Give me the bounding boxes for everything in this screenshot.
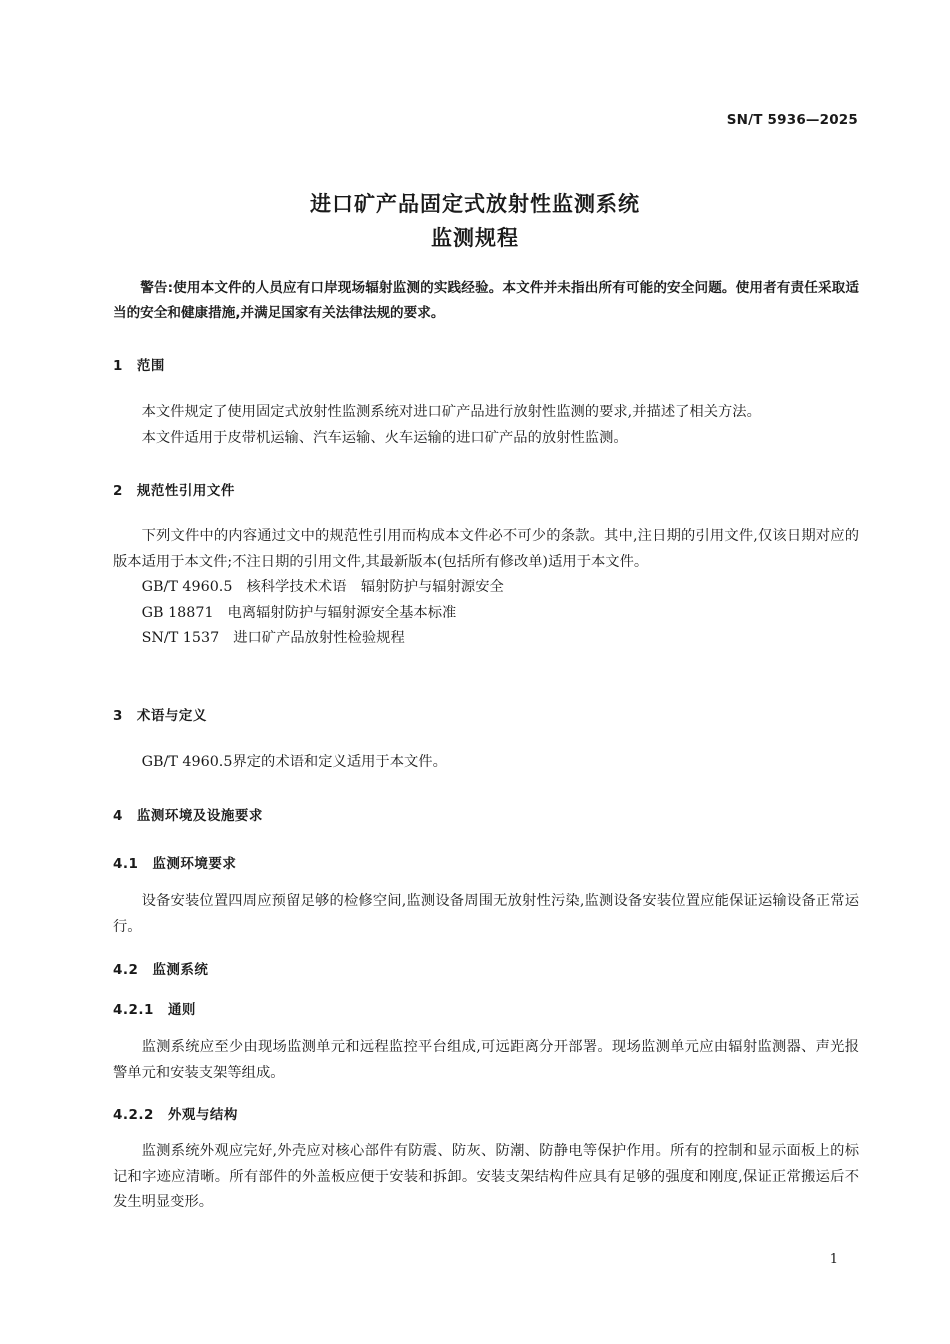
paragraph: 本文件适用于皮带机运输、汽车运输、火车运输的进口矿产品的放射性监测。: [141, 429, 628, 446]
section-4-2-heading: [113, 958, 208, 978]
section-number: 4.2.2: [113, 1107, 154, 1123]
section-3-heading: [113, 704, 207, 724]
section-1-body: [113, 400, 859, 451]
reference-name: 进口矿产品放射性检验规程: [233, 630, 405, 646]
reference-code: GB/T 4960.5: [141, 579, 233, 595]
section-4-2-1-body: [113, 1035, 859, 1086]
section-number: 2: [113, 483, 123, 499]
reference-name: 核科学技术术语 辐射防护与辐射源安全: [246, 579, 504, 595]
section-2-heading: [113, 479, 235, 499]
section-4-2-2-heading: [113, 1103, 238, 1123]
section-title: 外观与结构: [167, 1107, 238, 1123]
section-number: 4.2: [113, 962, 139, 978]
section-number: 1: [113, 358, 123, 374]
section-4-heading: [113, 804, 263, 824]
page-number: 1: [829, 1252, 838, 1267]
section-number: 3: [113, 708, 123, 724]
section-3-body: [113, 750, 859, 776]
section-title: 术语与定义: [136, 708, 207, 724]
reference-code: GB 18871: [141, 604, 214, 621]
paragraph: 监测系统外观应完好,外壳应对核心部件有防震、防灰、防潮、防静电等保护作用。所有的控制和显示面板上的标记和字迹应清晰。所有部件的外盖板应便于安装和拆卸。安装支架结构件应具有足够的强度和刚度,保证正常搬运后不发生明显变形。: [113, 1143, 859, 1210]
paragraph: 本文件规定了使用固定式放射性监测系统对进口矿产品进行放射性监测的要求,并描述了相关方法。: [141, 404, 761, 420]
section-number: 4: [113, 808, 123, 824]
document-title-line2: 监测规程: [431, 226, 519, 250]
reference-item: [113, 626, 859, 652]
section-1-heading: [113, 354, 165, 374]
paragraph: 监测系统应至少由现场监测单元和远程监控平台组成,可远距离分开部署。现场监测单元应由辐射监测器、声光报警单元和安装支架等组成。: [113, 1039, 859, 1081]
section-title: 规范性引用文件: [136, 483, 235, 499]
warning-text: 警告:使用本文件的人员应有口岸现场辐射监测的实践经验。本文件并未指出所有可能的安全问题。使用者有责任采取适当的安全和健康措施,并满足国家有关法律法规的要求。: [113, 280, 859, 321]
section-2-body: [113, 524, 859, 652]
document-title-line1: 进口矿产品固定式放射性监测系统: [310, 192, 640, 216]
section-title: 监测环境及设施要求: [136, 808, 263, 824]
section-4-2-2-body: [113, 1139, 859, 1216]
warning-notice: [113, 276, 859, 326]
section-number: 4.2.1: [113, 1002, 154, 1018]
paragraph: 下列文件中的内容通过文中的规范性引用而构成本文件必不可少的条款。其中,注日期的引用文件,仅该日期对应的版本适用于本文件;不注日期的引用文件,其最新版本(包括所有修改单)适用于本文件。: [113, 528, 859, 570]
section-title: 监测环境要求: [152, 856, 237, 872]
section-number: 4.1: [113, 856, 139, 872]
standard-code: SN/T 5936—2025: [726, 112, 858, 128]
section-title: 范围: [136, 358, 165, 374]
reference-code: SN/T 1537: [141, 630, 220, 646]
section-4-2-1-heading: [113, 998, 196, 1018]
paragraph: 设备安装位置四周应预留足够的检修空间,监测设备周围无放射性污染,监测设备安装位置应能保证运输设备正常运行。: [113, 893, 859, 935]
reference-item: [113, 601, 859, 627]
section-4-1-body: [113, 889, 859, 940]
paragraph: GB/T 4960.5界定的术语和定义适用于本文件。: [141, 754, 447, 770]
section-title: 监测系统: [152, 962, 209, 978]
reference-item: [113, 575, 859, 601]
section-title: 通则: [167, 1002, 196, 1018]
reference-name: 电离辐射防护与辐射源安全基本标准: [227, 604, 457, 621]
section-4-1-heading: [113, 852, 236, 872]
